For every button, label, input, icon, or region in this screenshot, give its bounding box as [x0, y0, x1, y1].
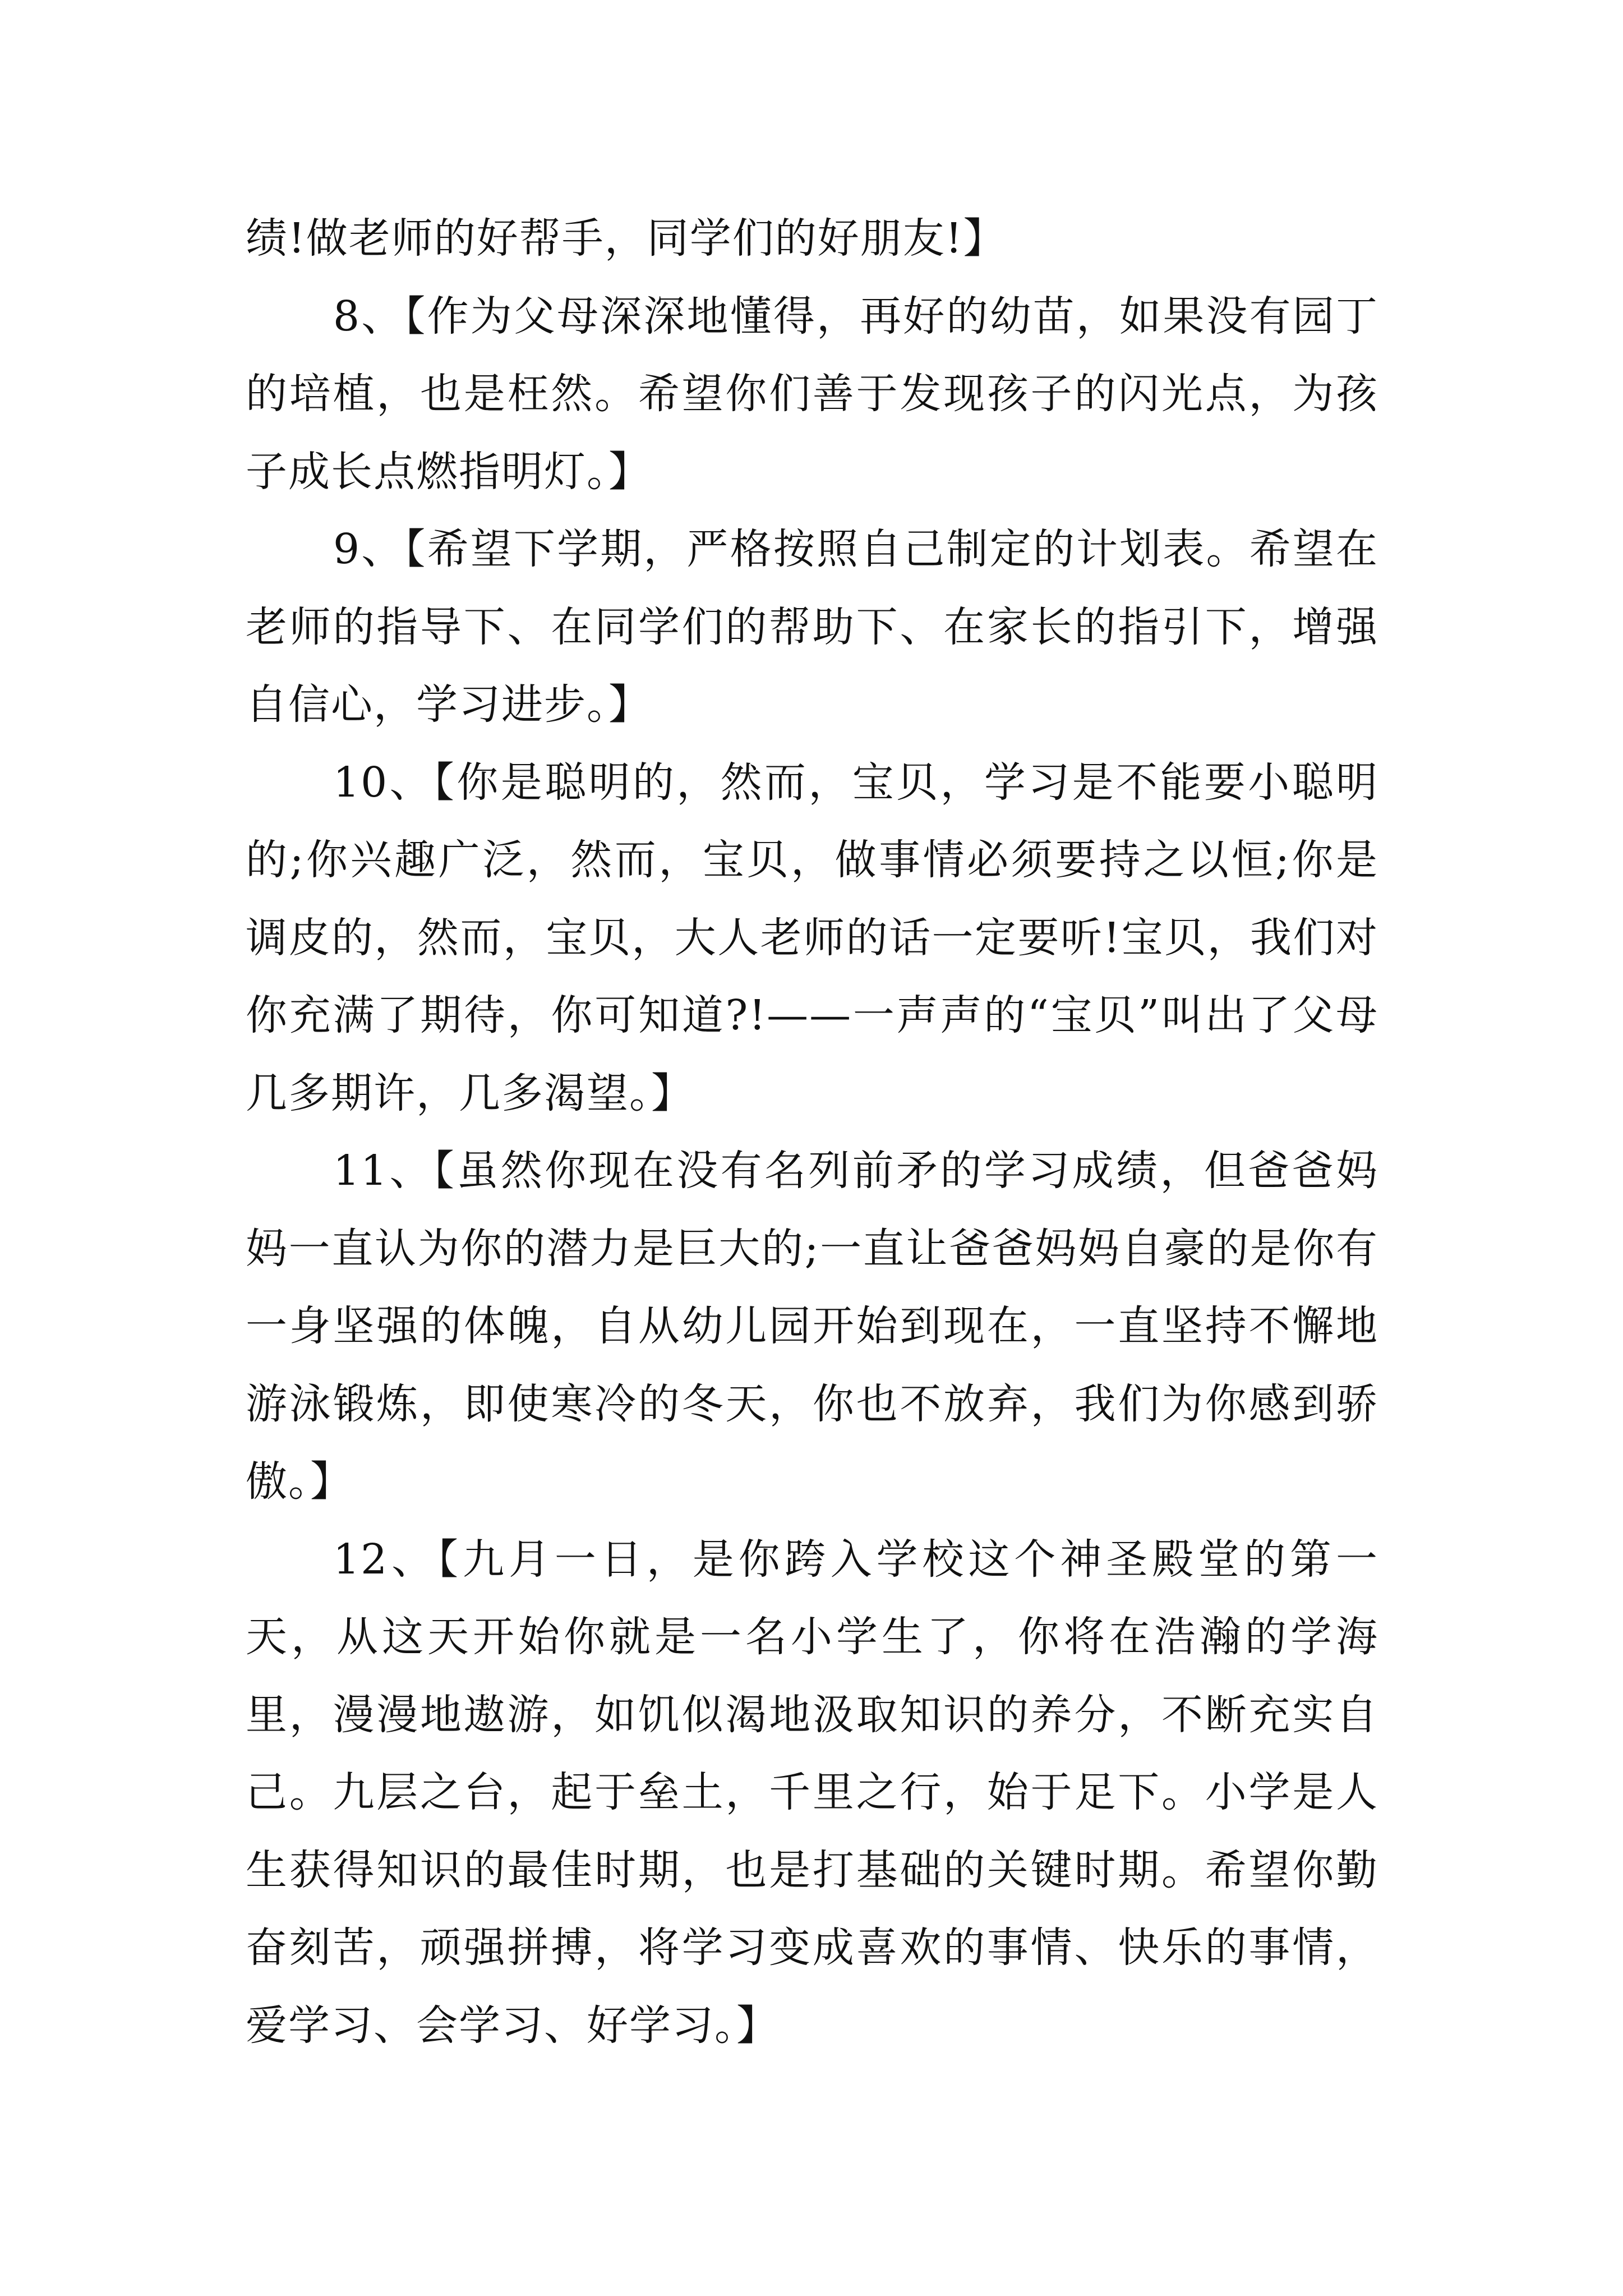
paragraph-item-10 [246, 744, 1378, 1133]
paragraph-text: 绩!做老师的好帮手，同学们的好朋友!】 [246, 214, 1006, 263]
paragraph-item-9 [246, 510, 1378, 744]
paragraph-text: 12、【九月一日，是你跨入学校这个神圣殿堂的第一天，从这天开始你就是一名小学生了，你将在浩瀚的学海里，漫漫地遨游，如饥似渴地汲取知识的养分，不断充实自己。九层之台，起于垒土，千里之行，始于足下。小学是人生获得知识的最佳时期，也是打基础的关键时期。希望你勤奋刻苦，顽强拼搏，将学习变成喜欢的事情、快乐的事情，爱学习、会学习、好学习。】 [246, 1535, 1378, 2050]
paragraph-item-8 [246, 278, 1378, 511]
document-body [246, 200, 1378, 2064]
paragraph-text: 9、【希望下学期，严格按照自己制定的计划表。希望在老师的指导下、在同学们的帮助下、在家长的指引下，增强自信心，学习进步。】 [246, 525, 1378, 729]
paragraph-text: 11、【虽然你现在没有名列前矛的学习成绩，但爸爸妈妈一直认为你的潜力是巨大的;一直让爸爸妈妈自豪的是你有一身坚强的体魄，自从幼儿园开始到现在，一直坚持不懈地游泳锻炼，即使寒冷的冬天，你也不放弃，我们为你感到骄傲。】 [246, 1147, 1378, 1506]
paragraph-continued [246, 200, 1378, 278]
paragraph-item-11 [246, 1132, 1378, 1521]
paragraph-text: 10、【你是聪明的，然而，宝贝，学习是不能要小聪明的;你兴趣广泛，然而，宝贝，做事情必须要持之以恒;你是调皮的，然而，宝贝，大人老师的话一定要听!宝贝，我们对你充满了期待，你可知道?!——一声声的“宝贝”叫出了父母几多期许，几多渴望。】 [246, 758, 1378, 1117]
paragraph-item-12 [246, 1521, 1378, 2065]
paragraph-text: 8、【作为父母深深地懂得，再好的幼苗，如果没有园丁的培植，也是枉然。希望你们善于发现孩子的闪光点，为孩子成长点燃指明灯。】 [246, 292, 1378, 496]
